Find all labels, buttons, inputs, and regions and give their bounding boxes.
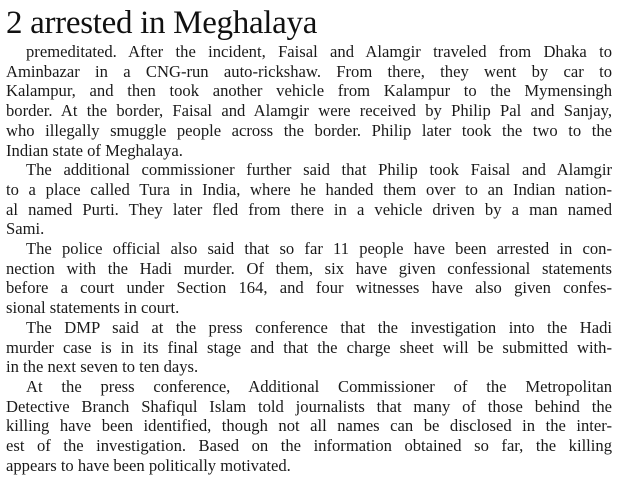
paragraph-line: Detective Branch Shafiqul Islam told journalists that many of those behind the bbox=[6, 396, 612, 416]
paragraph bbox=[6, 318, 612, 377]
paragraph-line: border. At the border, Faisal and Alamgir were received by Philip Pal and Sanjay, bbox=[6, 101, 612, 121]
paragraph-line: Aminbazar in a CNG-run auto-rickshaw. From there, they went by car to bbox=[6, 61, 612, 81]
paragraph-line: murder case is in its final stage and that the charge sheet will be submitted with- bbox=[6, 337, 612, 357]
paragraph-line: At the press conference, Additional Commissioner of the Metropolitan bbox=[26, 376, 612, 396]
paragraph-line: The police official also said that so far 11 people have been arrested in con- bbox=[26, 239, 612, 259]
paragraph-line: sional statements in court. bbox=[6, 298, 180, 318]
paragraph-line: Indian state of Meghalaya. bbox=[6, 140, 183, 160]
paragraph-line: who illegally smuggle people across the border. Philip later took the two to the bbox=[6, 120, 612, 140]
paragraph-line: to a place called Tura in India, where he handed them over to an Indian nation- bbox=[6, 179, 612, 199]
paragraph-line: premeditated. After the incident, Faisal and Alamgir traveled from Dhaka to bbox=[26, 42, 612, 61]
article-body bbox=[6, 42, 612, 475]
paragraph-line: est of the investigation. Based on the information obtained so far, the killing bbox=[6, 436, 612, 456]
paragraph-line: Sami. bbox=[6, 219, 45, 239]
paragraph-line: killing have been identified, though not all names can be disclosed in the inter- bbox=[6, 416, 612, 436]
paragraph bbox=[6, 42, 612, 160]
paragraph-line: in the next seven to ten days. bbox=[6, 357, 199, 377]
paragraph-line: al named Purti. They later fled from there in a vehicle driven by a man named bbox=[6, 199, 612, 219]
headline: 2 arrested in Meghalaya bbox=[6, 5, 318, 41]
paragraph-line: appears to have been politically motivated. bbox=[6, 455, 291, 475]
paragraph-line: before a court under Section 164, and four witnesses have also given confes- bbox=[6, 278, 612, 298]
paragraph-line: nection with the Hadi murder. Of them, six have given confessional statements bbox=[6, 258, 612, 278]
paragraph bbox=[6, 160, 612, 239]
paragraph-line: The DMP said at the press conference that the investigation into the Hadi bbox=[26, 317, 612, 337]
paragraph-line: The additional commissioner further said that Philip took Faisal and Alamgir bbox=[26, 160, 612, 180]
paragraph bbox=[6, 377, 612, 476]
paragraph bbox=[6, 239, 612, 318]
article bbox=[6, 4, 612, 475]
paragraph-line: Kalampur, and then took another vehicle from Kalampur to the Mymensingh bbox=[6, 81, 612, 101]
